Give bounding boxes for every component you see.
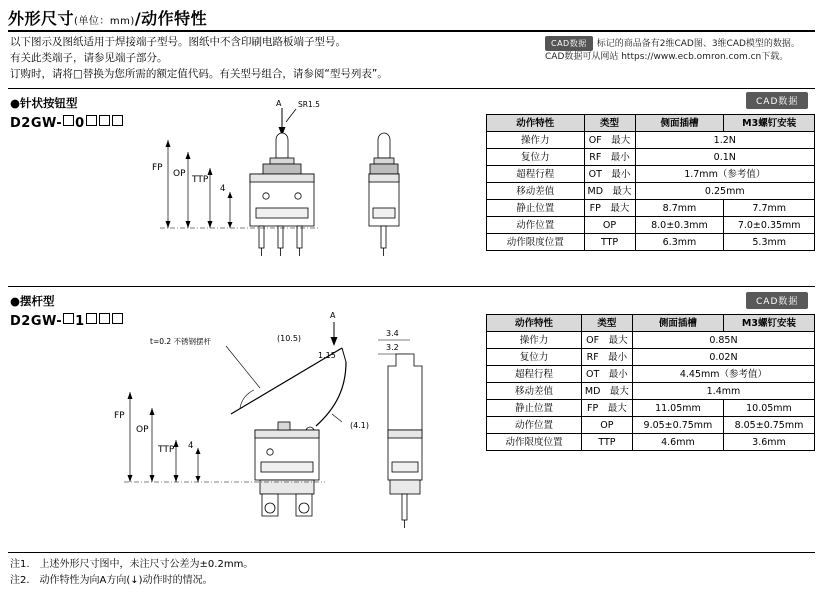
- model2-box-3: [99, 313, 110, 324]
- t2-r2-type: OT 最小: [581, 366, 632, 383]
- t2-r5-type: OP: [581, 417, 632, 434]
- svg-text:t=0.2 不锈钢摆杆: t=0.2 不锈钢摆杆: [150, 337, 212, 346]
- title-divider: [8, 30, 815, 32]
- footer-notes: [10, 557, 253, 589]
- svg-text:(10.5): (10.5): [277, 334, 302, 343]
- t1-r2-value: 1.7mm（参考值）: [635, 166, 814, 183]
- t1-r4-label: 静止位置: [487, 200, 585, 217]
- t1-r0-value: 1.2N: [635, 132, 814, 149]
- t1-r4-value-2: 7.7mm: [724, 200, 815, 217]
- page-title: [8, 6, 207, 29]
- model2-box-2: [86, 313, 97, 324]
- t2-r6-label: 动作限度位置: [487, 434, 582, 451]
- svg-text:(4.1): (4.1): [350, 421, 369, 430]
- t2-r4-value-2: 10.05mm: [723, 400, 814, 417]
- t1-r2-label: 超程行程: [487, 166, 585, 183]
- page-title-unit: (单位：mm): [74, 16, 135, 27]
- svg-text:SR1.5: SR1.5: [298, 100, 320, 109]
- table-row: [487, 400, 815, 417]
- svg-text:A: A: [276, 99, 282, 108]
- table-row: [487, 434, 815, 451]
- t2-r0-type: OF 最大: [581, 332, 632, 349]
- section-1-divider: [8, 88, 815, 89]
- section-2-cad-tag: CAD数据: [746, 292, 808, 309]
- table-row: [487, 132, 815, 149]
- t1-r1-label: 复位力: [487, 149, 585, 166]
- t1-r3-label: 移动差值: [487, 183, 585, 200]
- intro-text: [10, 34, 530, 82]
- table-1-header-0: 动作特性: [487, 115, 585, 132]
- cad-note-text-2: CAD数据可从网站 https://www.ecb.omron.com.cn下载。: [545, 52, 789, 62]
- svg-text:1.15: 1.15: [318, 351, 336, 360]
- svg-text:3.2: 3.2: [386, 343, 399, 352]
- intro-line-3: 订购时，请将□替换为您所需的额定值代码。有关型号组合，请参阅“型号列表”。: [10, 68, 388, 80]
- table-row: [487, 383, 815, 400]
- t2-r3-type: MD 最大: [581, 383, 632, 400]
- model-box-3: [99, 115, 110, 126]
- svg-text:4: 4: [188, 441, 194, 451]
- note-1: 注1. 上述外形尺寸图中，未注尺寸公差为±0.2mm。: [10, 559, 254, 570]
- t2-r6-value-1: 4.6mm: [632, 434, 723, 451]
- section-1-cad-tag: CAD数据: [746, 92, 808, 109]
- t1-r5-type: OP: [584, 217, 635, 234]
- cad-badge-icon: CAD数据: [545, 36, 593, 51]
- t1-r3-value: 0.25mm: [635, 183, 814, 200]
- model-box-2: [86, 115, 97, 126]
- intro-line-1: 以下图示及图纸适用于焊接端子型号。图纸中不含印刷电路板端子型号。: [10, 36, 346, 48]
- table-2-header-row: [487, 315, 815, 332]
- svg-text:A: A: [330, 311, 336, 320]
- cad-note-text-1: 标记的商品备有2维CAD图、3维CAD模型的数据。: [596, 39, 800, 49]
- cad-note: [545, 36, 815, 64]
- table-1-header-2: 侧面插槽: [635, 115, 724, 132]
- svg-text:OP: OP: [173, 169, 186, 179]
- table-1-header-3: M3螺钉安装: [724, 115, 815, 132]
- t2-r4-label: 静止位置: [487, 400, 582, 417]
- t1-r5-label: 动作位置: [487, 217, 585, 234]
- table-row: [487, 149, 815, 166]
- t2-r1-type: RF 最小: [581, 349, 632, 366]
- svg-text:4: 4: [220, 184, 226, 194]
- section-1-model-prefix: D2GW-: [10, 116, 63, 131]
- t1-r6-type: TTP: [584, 234, 635, 251]
- lever-type-drawing: [110, 296, 480, 546]
- section-1-title: ●针状按钮型: [10, 96, 78, 110]
- t1-r6-value-1: 6.3mm: [635, 234, 724, 251]
- section-2-model-digit: 1: [75, 314, 85, 329]
- table-1-header-row: [487, 115, 815, 132]
- spec-table-2: [486, 314, 815, 451]
- note-2: 注2. 动作特性为向A方向(↓)动作时的情况。: [10, 575, 213, 586]
- t2-r4-value-1: 11.05mm: [632, 400, 723, 417]
- t1-r4-type: FP 最大: [584, 200, 635, 217]
- section-1-model-digit: 0: [75, 116, 85, 131]
- t2-r5-value-1: 9.05±0.75mm: [632, 417, 723, 434]
- t2-r2-value: 4.45mm（参考值）: [632, 366, 814, 383]
- table-row: [487, 332, 815, 349]
- page-title-rest: /动作特性: [134, 9, 208, 28]
- table-2-header-2: 侧面插槽: [632, 315, 723, 332]
- section-2-model: [10, 313, 124, 329]
- table-row: [487, 166, 815, 183]
- table-1-header-1: 类型: [584, 115, 635, 132]
- section-2-model-prefix: D2GW-: [10, 314, 63, 329]
- t1-r2-type: OT 最小: [584, 166, 635, 183]
- table-2-header-3: M3螺钉安装: [723, 315, 814, 332]
- t1-r0-label: 操作力: [487, 132, 585, 149]
- t1-r3-type: MD 最大: [584, 183, 635, 200]
- table-row: [487, 417, 815, 434]
- table-row: [487, 183, 815, 200]
- table-row: [487, 366, 815, 383]
- notes-divider: [8, 552, 815, 553]
- t2-r2-label: 超程行程: [487, 366, 582, 383]
- svg-text:OP: OP: [136, 425, 149, 435]
- t1-r6-label: 动作限度位置: [487, 234, 585, 251]
- intro-line-2: 有关此类端子，请参见端子部分。: [10, 52, 168, 64]
- cad-note-line-1: [545, 36, 815, 51]
- section-2-title: ●摆杆型: [10, 294, 55, 308]
- table-row: [487, 234, 815, 251]
- t2-r1-label: 复位力: [487, 349, 582, 366]
- page-title-main: 外形尺寸: [8, 9, 75, 28]
- t1-r1-type: RF 最小: [584, 149, 635, 166]
- table-row: [487, 200, 815, 217]
- t2-r0-value: 0.85N: [632, 332, 814, 349]
- t2-r4-type: FP 最大: [581, 400, 632, 417]
- model-box-1: [63, 115, 74, 126]
- svg-text:FP: FP: [114, 411, 125, 421]
- t1-r5-value-2: 7.0±0.35mm: [724, 217, 815, 234]
- spec-table-1: [486, 114, 815, 251]
- t2-r0-label: 操作力: [487, 332, 582, 349]
- svg-text:3.4: 3.4: [386, 329, 399, 338]
- table-row: [487, 349, 815, 366]
- t1-r6-value-2: 5.3mm: [724, 234, 815, 251]
- t2-r3-value: 1.4mm: [632, 383, 814, 400]
- t2-r3-label: 移动差值: [487, 383, 582, 400]
- t2-r6-value-2: 3.6mm: [723, 434, 814, 451]
- t1-r4-value-1: 8.7mm: [635, 200, 724, 217]
- table-row: [487, 217, 815, 234]
- t2-r6-type: TTP: [581, 434, 632, 451]
- t1-r0-type: OF 最大: [584, 132, 635, 149]
- section-1-model: [10, 115, 124, 131]
- svg-text:TTP: TTP: [192, 175, 209, 185]
- svg-text:FP: FP: [152, 163, 163, 173]
- table-2-header-0: 动作特性: [487, 315, 582, 332]
- t2-r5-value-2: 8.05±0.75mm: [723, 417, 814, 434]
- model2-box-1: [63, 313, 74, 324]
- svg-text:TTP: TTP: [158, 445, 175, 455]
- t1-r5-value-1: 8.0±0.3mm: [635, 217, 724, 234]
- pin-plunger-drawing: [120, 96, 470, 266]
- t2-r5-label: 动作位置: [487, 417, 582, 434]
- table-2-header-1: 类型: [581, 315, 632, 332]
- t1-r1-value: 0.1N: [635, 149, 814, 166]
- t2-r1-value: 0.02N: [632, 349, 814, 366]
- section-2-divider: [8, 286, 815, 287]
